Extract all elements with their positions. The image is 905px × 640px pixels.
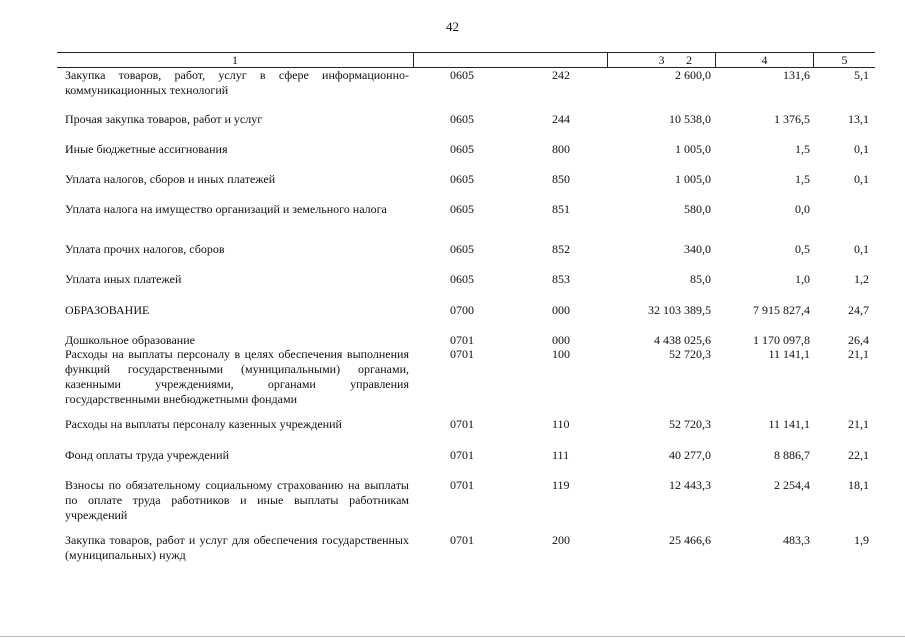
row-value-4: 131,6	[783, 68, 810, 82]
row-value-4: 0,5	[795, 242, 810, 256]
header-col-5: 5	[841, 53, 848, 67]
row-value-5: 21,1	[848, 417, 869, 431]
row-value-3: 25 466,6	[669, 533, 711, 547]
row-type-code: 852	[552, 242, 570, 256]
row-name: Уплата иных платежей	[65, 272, 182, 286]
row-section-code: 0701	[450, 333, 474, 347]
row-section-code: 0605	[450, 112, 474, 126]
row-value-4: 1,5	[795, 142, 810, 156]
row-value-3: 32 103 389,5	[648, 303, 711, 317]
row-name: Уплата налогов, сборов и иных платежей	[65, 172, 276, 186]
row-name: Закупка товаров, работ, услуг в сфере информационно-коммуникационных технологий	[65, 68, 409, 97]
row-value-3: 52 720,3	[669, 417, 711, 431]
row-value-4: 7 915 827,4	[753, 303, 810, 317]
row-type-code: 119	[552, 478, 570, 492]
row-value-5: 1,2	[854, 272, 869, 286]
row-name: Уплата налога на имущество организаций и земельного налога	[65, 202, 387, 216]
row-value-3: 10 538,0	[669, 112, 711, 126]
row-section-code: 0605	[450, 242, 474, 256]
row-value-4: 2 254,4	[774, 478, 810, 492]
row-value-3: 85,0	[690, 272, 711, 286]
row-section-code: 0605	[450, 142, 474, 156]
row-value-4: 11 141,1	[768, 347, 810, 361]
row-name: Расходы на выплаты персоналу казенных учреждений	[65, 417, 342, 431]
row-type-code: 111	[552, 448, 570, 462]
row-type-code: 850	[552, 172, 570, 186]
row-value-3: 40 277,0	[669, 448, 711, 462]
row-value-4: 1,0	[795, 272, 810, 286]
row-value-5: 22,1	[848, 448, 869, 462]
row-value-3: 4 438 025,6	[654, 333, 711, 347]
row-type-code: 000	[552, 333, 570, 347]
row-value-4: 0,0	[795, 202, 810, 216]
row-value-5: 13,1	[848, 112, 869, 126]
row-value-4: 1 376,5	[774, 112, 810, 126]
row-value-4: 1,5	[795, 172, 810, 186]
row-type-code: 853	[552, 272, 570, 286]
row-value-3: 580,0	[684, 202, 711, 216]
row-section-code: 0701	[450, 347, 474, 361]
row-type-code: 110	[552, 417, 570, 431]
row-section-code: 0605	[450, 202, 474, 216]
row-type-code: 242	[552, 68, 570, 82]
row-value-5: 5,1	[854, 68, 869, 82]
row-name: Расходы на выплаты персоналу в целях обеспечения выполнения функций государственными (муниципальными) органами, казенными учреждениями, органами управления государственными внебюджетными фондами	[65, 347, 409, 406]
row-name: Иные бюджетные ассигнования	[65, 142, 228, 156]
header-col-3: 3	[658, 53, 665, 67]
row-value-4: 11 141,1	[768, 417, 810, 431]
row-value-3: 2 600,0	[675, 68, 711, 82]
header-col-1: 1	[232, 53, 238, 67]
row-name: Прочая закупка товаров, работ и услуг	[65, 112, 263, 126]
row-name: Уплата прочих налогов, сборов	[65, 242, 225, 256]
row-value-3: 1 005,0	[675, 172, 711, 186]
row-value-4: 8 886,7	[774, 448, 810, 462]
row-value-5: 0,1	[854, 172, 869, 186]
row-value-4: 1 170 097,8	[753, 333, 810, 347]
header-col-4: 4	[761, 53, 768, 67]
row-name: Взносы по обязательному социальному страхованию на выплаты по оплате труда работников и иные выплаты работникам учреждений	[65, 478, 409, 522]
row-value-4: 483,3	[783, 533, 810, 547]
row-value-3: 1 005,0	[675, 142, 711, 156]
row-value-5: 0,1	[854, 142, 869, 156]
row-name: Дошкольное образование	[65, 333, 195, 347]
row-section-code: 0605	[450, 172, 474, 186]
row-type-code: 000	[552, 303, 570, 317]
row-value-3: 340,0	[684, 242, 711, 256]
row-value-5: 1,9	[854, 533, 869, 547]
row-type-code: 800	[552, 142, 570, 156]
row-section-code: 0701	[450, 478, 474, 492]
row-type-code: 244	[552, 112, 570, 126]
row-type-code: 100	[552, 347, 570, 361]
row-section-code: 0605	[450, 68, 474, 82]
row-value-5: 24,7	[848, 303, 869, 317]
row-value-5: 21,1	[848, 347, 869, 361]
page-number: 42	[446, 19, 459, 34]
row-section-code: 0605	[450, 272, 474, 286]
header-col-2: 2	[686, 53, 692, 67]
page-bottom-edge	[0, 636, 905, 637]
row-section-code: 0700	[450, 303, 474, 317]
row-type-code: 200	[552, 533, 570, 547]
row-value-5: 18,1	[848, 478, 869, 492]
row-name: Фонд оплаты труда учреждений	[65, 448, 229, 462]
row-value-3: 52 720,3	[669, 347, 711, 361]
row-section-code: 0701	[450, 533, 474, 547]
row-section-code: 0701	[450, 448, 474, 462]
row-value-5: 26,4	[848, 333, 869, 347]
row-value-5: 0,1	[854, 242, 869, 256]
row-type-code: 851	[552, 202, 570, 216]
row-name: ОБРАЗОВАНИЕ	[65, 303, 150, 317]
row-value-3: 12 443,3	[669, 478, 711, 492]
row-section-code: 0701	[450, 417, 474, 431]
row-name: Закупка товаров, работ и услуг для обеспечения государственных (муниципальных) нужд	[65, 533, 409, 562]
